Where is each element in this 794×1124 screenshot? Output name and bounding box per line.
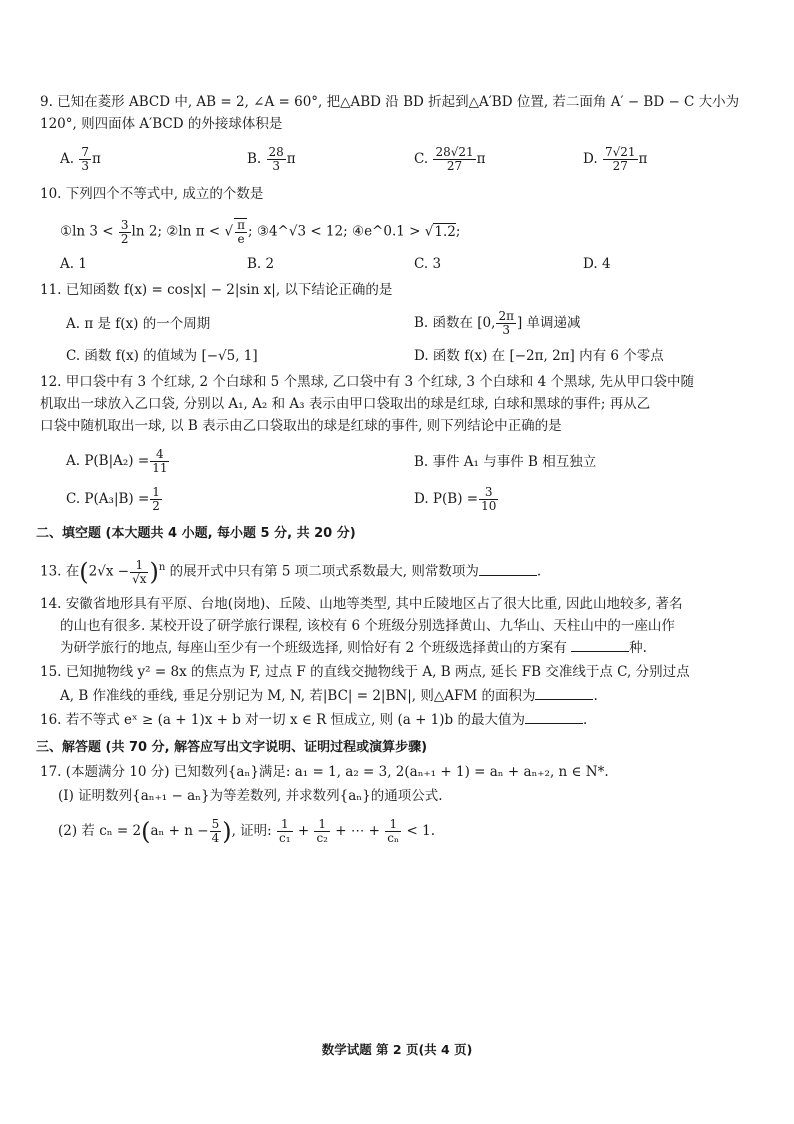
q12-option-c: C. P(A₃|B) = $\frac{1}{2}$ (66, 485, 160, 513)
q9-stem-line-2: 120°, 则四面体 A′BCD 的外接球体积是 (40, 116, 283, 132)
q12-option-b: B. 事件 A₁ 与事件 B 相互独立 (414, 454, 597, 470)
q13-answer-blank (479, 562, 537, 576)
q12-option-d: D. P(B) = $\frac{3}{10}$ (414, 485, 497, 513)
q12-stem-line-2: 机取出一球放入乙口袋, 分别以 A₁, A₂ 和 A₃ 表示由甲口袋取出的球是红球, 白球和黑球的事件; 再从乙 (40, 396, 651, 412)
q10-option-a: A. 1 (60, 256, 87, 272)
q12-stem-line-1: 12. 甲口袋中有 3 个红球, 2 个白球和 5 个黑球, 乙口袋中有 3 个红球, 3 个白球和 4 个黑球, 先从甲口袋中随 (40, 374, 695, 390)
q10-stem: 10. 下列四个不等式中, 成立的个数是 (40, 186, 264, 202)
q14-stem-line-1: 14. 安徽省地形具有平原、台地(岗地)、丘陵、山地等类型, 其中丘陵地区占了很大比重, 因此山地较多, 著名 (40, 596, 683, 612)
q9-option-a: A. $\frac{7}{3}$ π (60, 145, 101, 173)
page-footer: 数学试题 第 2 页(共 4 页) (321, 1042, 473, 1057)
q14-stem-line-2: 的山也有很多. 某校开设了研学旅行课程, 该校有 6 个班级分别选择黄山、九华山、天柱山中的一座山作 (60, 618, 675, 634)
q12-option-a: A. P(B|A₂) = $\frac{4}{11}$ (66, 447, 168, 475)
q11-option-a: A. π 是 f(x) 的一个周期 (66, 316, 211, 332)
q10-option-b: B. 2 (247, 256, 275, 272)
section-solution-heading: 三、解答题 (共 70 分, 解答应写出文字说明、证明过程或演算步骤) (36, 740, 428, 755)
q15-answer-blank (535, 686, 593, 700)
q17-stem: 17. (本题满分 10 分) 已知数列{aₙ}满足: a₁ = 1, a₂ = 3, 2(aₙ₊₁ + 1) = aₙ + aₙ₊₂, n ∈ N*. (40, 764, 609, 780)
q10-inequalities: ①ln 3 < $\frac{3}{2}$ ln 2; ②ln π < √ $\frac{\pi}{e}$ ; ③4^√3 < 12; ④e^0.1 > √1.2; (60, 217, 461, 246)
q9-stem-line-1: 9. 已知在菱形 ABCD 中, AB = 2, ∠A = 60°, 把△ABD 沿 BD 折起到△A′BD 位置, 若二面角 A′ − BD − C 大小为 (40, 94, 740, 110)
q16-answer-blank (525, 710, 583, 724)
q10-option-c: C. 3 (414, 256, 442, 272)
q15-stem-line-2: A, B 作准线的垂线, 垂足分别记为 M, N, 若|BC| = 2|BN|, 则△AFM 的面积为 . (60, 688, 598, 704)
q11-stem: 11. 已知函数 f(x) = cos|x| − 2|sin x|, 以下结论正确的是 (40, 282, 393, 298)
q11-option-c: C. 函数 f(x) 的值域为 [−√5, 1] (66, 348, 258, 364)
q14-stem-line-3: 为研学旅行的地点, 每座山至少有一个班级选择, 则恰好有 2 个班级选择黄山的方案有 种. (60, 640, 647, 656)
q12-stem-line-3: 口袋中随机取出一球, 以 B 表示由乙口袋取出的球是红球的事件, 则下列结论中正确的是 (40, 418, 562, 434)
q13-stem: 13. 在(2√x − $\frac{1}{√x}$ )$^n$ 的展开式中只有第 5 项二项式系数最大, 则常数项为 . (40, 557, 542, 586)
q17-part-2: (2) 若 cₙ = 2(aₙ + n − $\frac{5}{4}$ ), 证明: $\frac{1}{\text{c₁}}$ + $\frac{1}{\text{c₂}}$ + ⋯ + $\frac{1}{\text{cₙ}}$ < 1. (58, 817, 435, 846)
q14-answer-blank (571, 638, 629, 652)
q16-stem: 16. 若不等式 eˣ ≥ (a + 1)x + b 对一切 x ∈ R 恒成立, 则 (a + 1)b 的最大值为 . (40, 712, 588, 728)
q9-option-b: B. $\frac{28}{3}$ π (247, 145, 296, 173)
section-fill-in-heading: 二、填空题 (本大题共 4 小题, 每小题 5 分, 共 20 分) (36, 526, 356, 541)
q9-option-d: D. $\frac{7√21}{27}$ π (583, 145, 648, 173)
q15-stem-line-1: 15. 已知抛物线 y² = 8x 的焦点为 F, 过点 F 的直线交抛物线于 A, B 两点, 延长 FB 交准线于点 C, 分别过点 (40, 664, 690, 680)
q9-option-c: C. $\frac{28√21}{27}$ π (414, 145, 486, 173)
q11-option-d: D. 函数 f(x) 在 [−2π, 2π] 内有 6 个零点 (414, 348, 664, 364)
q17-part-1: (Ⅰ) 证明数列{aₙ₊₁ − aₙ}为等差数列, 并求数列{aₙ}的通项公式. (58, 788, 443, 804)
q11-option-b: B. 函数在 [0, $\frac{2\pi}{3}$ ] 单调递减 (414, 309, 581, 337)
q10-option-d: D. 4 (583, 256, 611, 272)
